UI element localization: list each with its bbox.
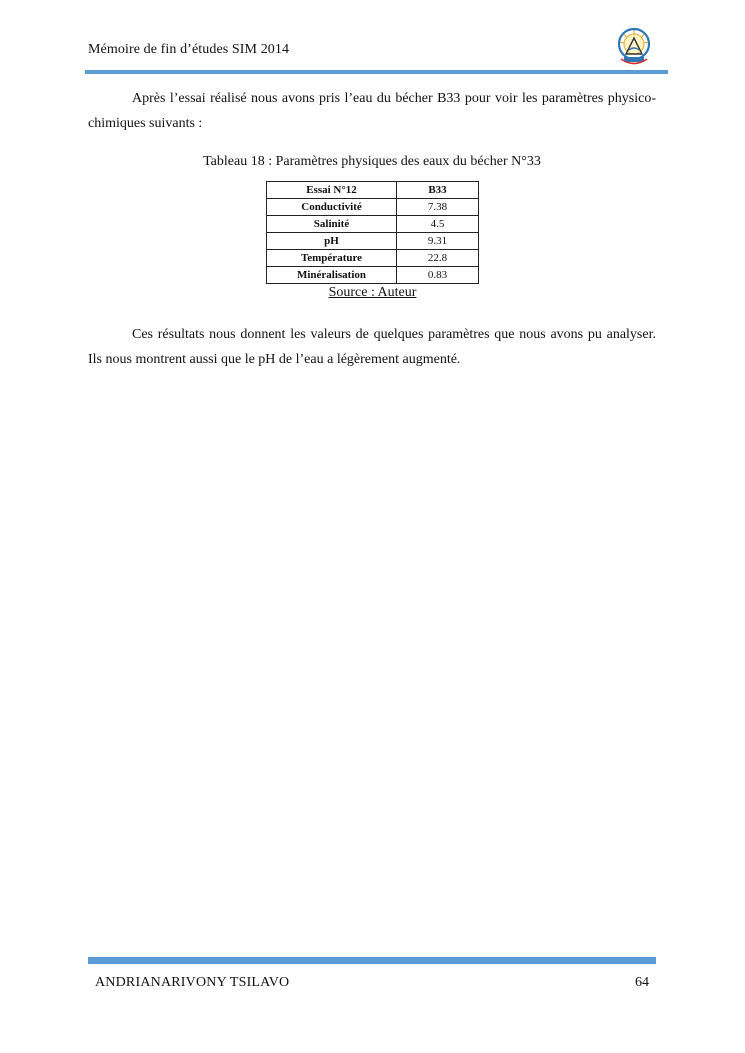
table-cell-value: 22.8	[397, 250, 479, 267]
header-rule	[85, 70, 668, 74]
parameters-table	[266, 181, 479, 284]
table-cell-parameter: Conductivité	[267, 199, 397, 216]
table-header-row	[267, 182, 479, 199]
table-row	[267, 233, 479, 250]
table-row	[267, 216, 479, 233]
paragraph-intro: Après l’essai réalisé nous avons pris l’eau du bécher B33 pour voir les paramètres physico-chimiques suivants :	[88, 91, 656, 131]
footer-rule	[88, 957, 656, 964]
table-source: Source : Auteur	[328, 285, 417, 300]
school-emblem-icon	[612, 24, 656, 68]
page-number: 64	[635, 975, 649, 990]
table-cell-parameter: Température	[267, 250, 397, 267]
paragraph-conclusion: Ces résultats nous donnent les valeurs de quelques paramètres que nous avons pu analyser. Ils nous montrent aussi que le pH de l’eau a légèrement augmenté.	[88, 327, 656, 367]
table-cell-value: 7.38	[397, 199, 479, 216]
table-cell-value: 9.31	[397, 233, 479, 250]
table-cell-parameter: Salinité	[267, 216, 397, 233]
header-title: Mémoire de fin d’études SIM 2014	[88, 42, 290, 57]
table-cell-parameter: Minéralisation	[267, 267, 397, 284]
table-cell-value: 4.5	[397, 216, 479, 233]
table-row	[267, 250, 479, 267]
table-header-cell: Essai N°12	[267, 182, 397, 199]
table-cell-parameter: pH	[267, 233, 397, 250]
table-row	[267, 267, 479, 284]
table-cell-value: 0.83	[397, 267, 479, 284]
table-row	[267, 199, 479, 216]
footer-author: ANDRIANARIVONY TSILAVO	[95, 975, 290, 990]
table-header-cell: B33	[397, 182, 479, 199]
table-caption: Tableau 18 : Paramètres physiques des eaux du bécher N°33	[203, 154, 541, 169]
